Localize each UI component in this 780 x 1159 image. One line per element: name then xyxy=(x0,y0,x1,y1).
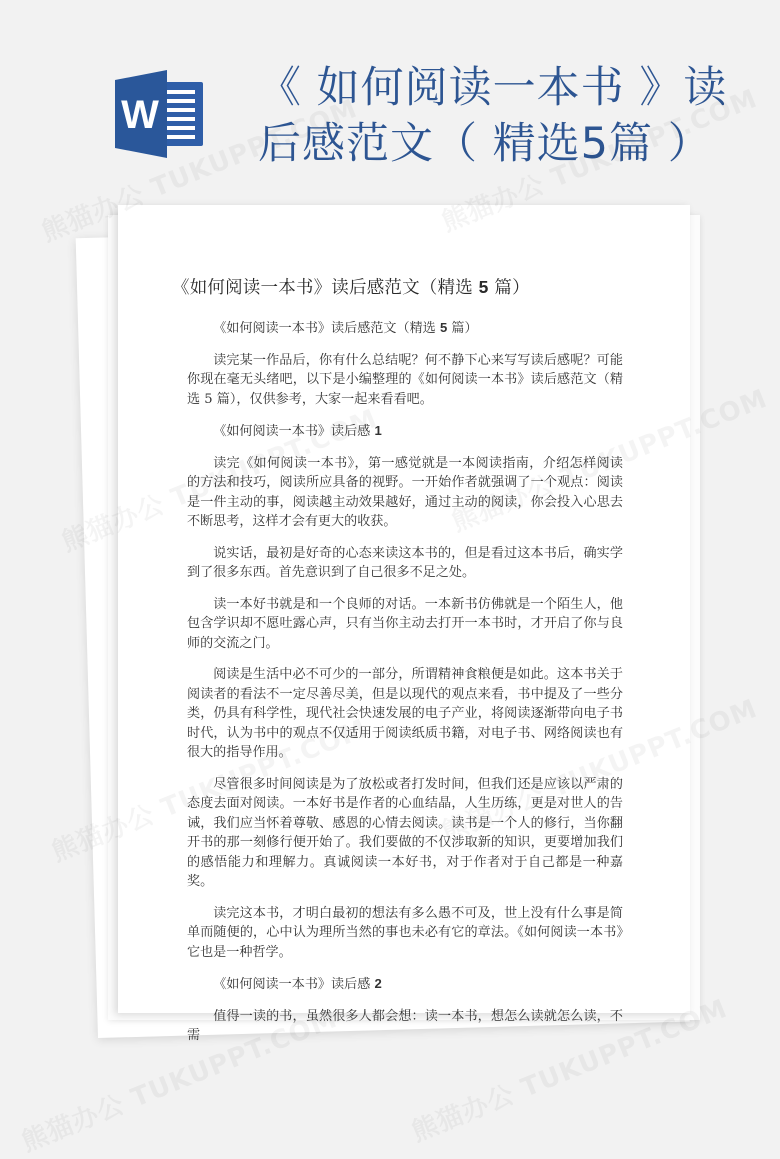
section-paragraph: 值得一读的书，虽然很多人都会想：读一本书，想怎么读就怎么读，不需 xyxy=(187,1008,623,1043)
banner-title-line2: 后感范文（ 精选5篇 ） xyxy=(258,119,712,169)
section-paragraph: 读完《如何阅读一本书》，第一感觉就是一本阅读指南，介绍怎样阅读的方法和技巧，阅读所应具备的视野。一开始作者就强调了一个观点：阅读是一件主动的事，阅读越主动效果越好，通过主动的阅读，你会投入心思去不断思考，这样才会有更大的收获。 xyxy=(187,455,623,529)
word-doc-icon xyxy=(109,68,209,160)
section-title: 《如何阅读一本书》读后感 2 xyxy=(213,976,382,992)
section-paragraph: 说实话，最初是好奇的心态来读这本书的，但是看过这本书后，确实学到了很多东西。首先意识到了自己很多不足之处。 xyxy=(187,545,623,580)
section-paragraph: 读一本好书就是和一个良师的对话。一本新书仿佛就是一个陌生人，他包含学识却不愿吐露心声，只有当你主动去打开一本书时，才开启了你与良师的交流之门。 xyxy=(187,596,623,651)
document-subtitle: 《如何阅读一本书》读后感范文（精选 5 篇） xyxy=(213,320,478,336)
banner-title xyxy=(258,60,728,172)
document-body xyxy=(187,318,623,1058)
intro-paragraph: 读完某一作品后，你有什么总结呢？何不静下心来写写读后感呢？可能你现在毫无头绪吧，以下是小编整理的《如何阅读一本书》读后感范文（精选 5 篇），仅供参考，大家一起来看看吧。 xyxy=(187,352,623,407)
banner xyxy=(0,0,780,200)
document-heading: 《如何阅读一本书》读后感范文（精选 5 篇） xyxy=(172,277,530,298)
section-paragraph: 尽管很多时间阅读是为了放松或者打发时间，但我们还是应该以严肃的态度去面对阅读。一本好书是作者的心血结晶，人生历练，更是对世人的告诫，我们应当怀着尊敬、感恩的心情去阅读。读书是一个人的修行，当你翻开书的那一刻修行便开始了。我们要做的不仅涉取新的知识，更要增加我们的感悟能力和理解力。真诚阅读一本好书，对于作者对于自己都是一种嘉奖。 xyxy=(187,776,623,889)
word-icon-letter: W xyxy=(121,93,159,137)
section-title: 《如何阅读一本书》读后感 1 xyxy=(213,423,382,439)
section-paragraph: 阅读是生活中必不可少的一部分，所谓精神食粮便是如此。这本书关于阅读者的看法不一定尽善尽美，但是以现代的观点来看，书中提及了一些分类，仍具有科学性，现代社会快速发展的电子产业，将阅读逐渐带向电子书时代，认为书中的观点不仅适用于阅读纸质书籍，对电子书、网络阅读也有很大的指导作用。 xyxy=(187,667,623,760)
section-paragraph: 读完这本书，才明白最初的想法有多么愚不可及，世上没有什么事是简单而随便的，心中认为理所当然的事也未必有它的章法。《如何阅读一本书》它也是一种哲学。 xyxy=(187,905,623,960)
banner-title-line1: 《 如何阅读一本书 》读 xyxy=(258,63,728,113)
